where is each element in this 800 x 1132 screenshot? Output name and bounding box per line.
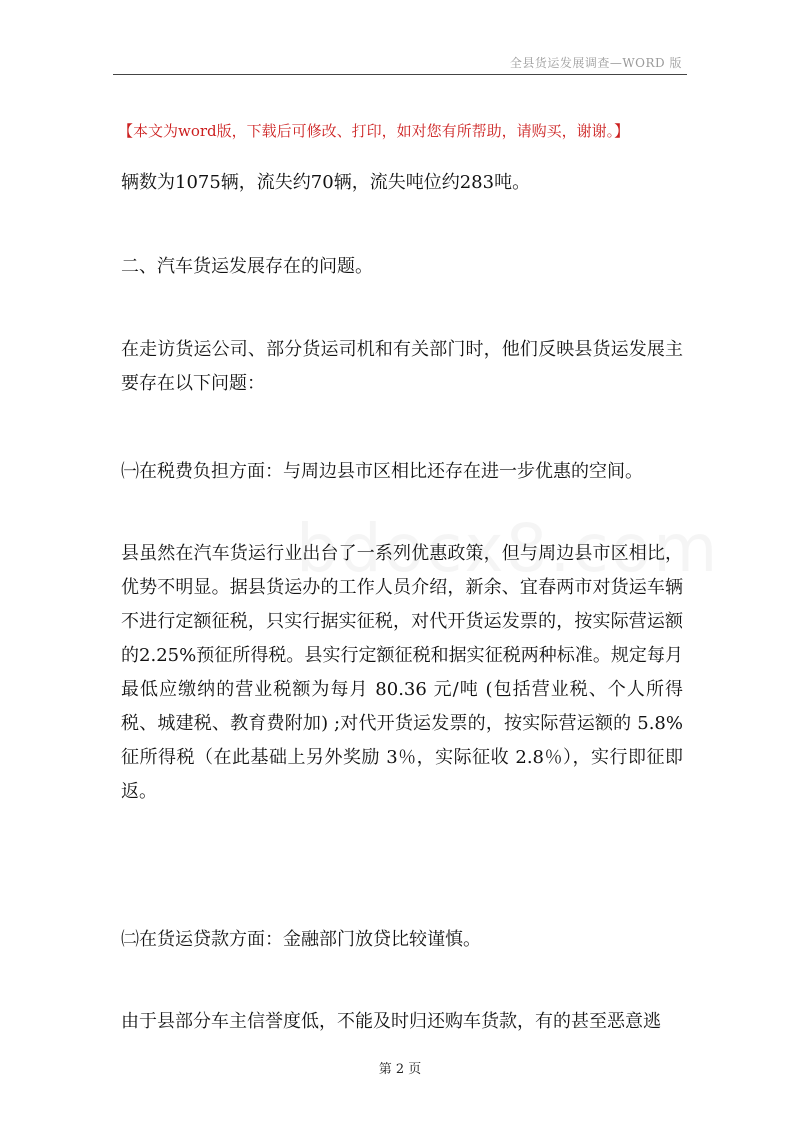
paragraph-continuation: 辆数为1075辆，流失约70辆，流失吨位约283吨。 — [121, 172, 531, 193]
purchase-notice: 【本文为word版，下载后可修改、打印，如对您有所帮助，请购买，谢谢。】 — [118, 122, 630, 140]
header-title: 全县货运发展调查—WORD 版 — [509, 56, 682, 70]
subheading-tax: ㈠在税费负担方面：与周边县市区相比还存在进一步优惠的空间。 — [121, 461, 643, 482]
page-number: 第 2 页 — [378, 1062, 422, 1077]
paragraph-loans: 由于县部分车主信誉度低，不能及时归还购车货款，有的甚至恶意逃 — [121, 1011, 661, 1032]
section-heading: 二、汽车货运发展存在的问题。 — [121, 256, 373, 277]
subheading-loans: ㈡在货运贷款方面：金融部门放贷比较谨慎。 — [121, 929, 481, 950]
paragraph-intro: 在走访货运公司、部分货运司机和有关部门时，他们反映县货运发展主要存在以下问题： — [121, 339, 683, 394]
header-divider — [113, 74, 687, 75]
paragraph-tax-details: 县虽然在汽车货运行业出台了一系列优惠政策，但与周边县市区相比，优势不明显。据县货运办的工作人员介绍，新余、宜春两市对货运车辆不进行定额征税，只实行据实征税，对代开货运发票的，按实际营运额的2.25%预征所得税。县实行定额征税和据实征税两种标准。规定每月最低应缴纳的营业税额为每月 80.36 元/吨 (包括营业税、个人所得税、城建税、教育费附加) ;对代开货运发票的，按实际营运额的 5.8%征所得税（在此基础上另外奖励 3％，实际征收 2.8％），实行即征即返。 — [121, 543, 683, 802]
